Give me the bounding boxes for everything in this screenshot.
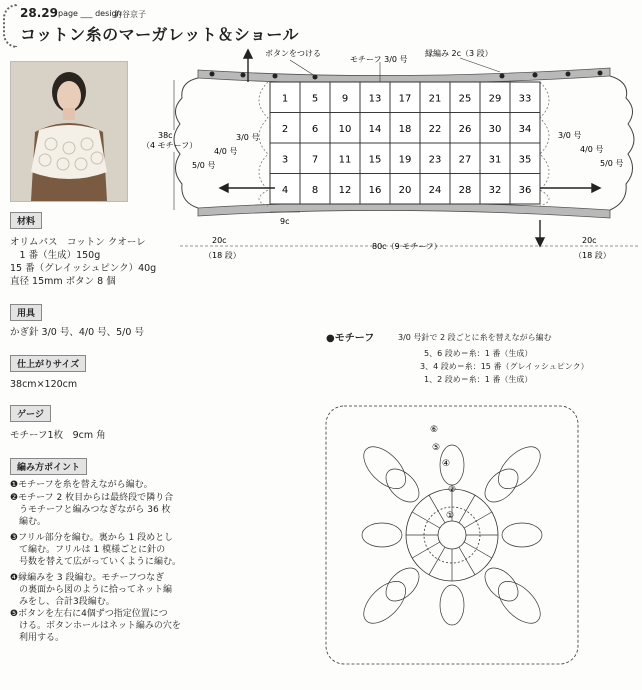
model-illustration [11, 62, 127, 201]
motif-cell-number: 28 [458, 184, 472, 196]
motif-instruction: 3/0 号針で 2 段ごとに糸を替えながら編む [398, 333, 552, 342]
button-dot [566, 72, 571, 77]
motif-label: ●モチーフ [326, 333, 375, 344]
motif-cell-number: 25 [458, 93, 472, 105]
size-label: 仕上がりサイズ [10, 355, 86, 372]
motif-cell-number: 1 [281, 93, 289, 105]
materials-line: 1 番（生成）150g [10, 250, 101, 261]
motif-row-note: 3、4 段め＝糸：15 番（グレイッシュピンク） [420, 362, 589, 371]
motif-cell-number: 5 [311, 93, 319, 105]
right-hook-3: 3/0 号 [558, 131, 582, 140]
motif-cell-number: 31 [488, 154, 502, 166]
motif-spoke [459, 547, 475, 575]
left-hook-3: 3/0 号 [236, 133, 260, 142]
width-right-sub: （18 段） [574, 251, 611, 260]
width-right-label: 20c [582, 236, 597, 245]
motif-cell-number: 11 [338, 154, 352, 166]
point-2: ❷モチーフ 2 枚目からは最終段で隣り合 うモチーフと編みつなぎながら 36 枚 編む。 [10, 493, 174, 527]
motif-petal [380, 562, 425, 607]
arrowhead [220, 184, 228, 192]
header-bracket [3, 4, 17, 48]
right-hook-4: 4/0 号 [580, 145, 604, 154]
motif-cell-number: 18 [398, 123, 412, 135]
motif-hook-label: モチーフ 3/0 号 [350, 55, 408, 64]
motif-cell-number: 20 [398, 184, 412, 196]
motif-corner-fan [356, 439, 413, 496]
motif-corner-fan [491, 439, 548, 496]
motif-cell-number: 27 [458, 154, 472, 166]
motif-chart [320, 400, 584, 670]
point-5: ❺ボタンを左右に4個ずつ指定位置につ ける。ボタンホールはネット編みの穴を 利用する。 [10, 609, 181, 643]
gap-label: 9c [280, 217, 290, 226]
row-marker: ② [448, 485, 457, 495]
gauge-text: モチーフ1枚 9cm 角 [10, 430, 106, 441]
gauge-label: ゲージ [10, 405, 51, 422]
designer-name: 釣谷京子 [114, 10, 146, 19]
button-dot [598, 71, 603, 76]
button-dot [273, 74, 278, 79]
tools-text: かぎ針 3/0 号、4/0 号、5/0 号 [10, 327, 144, 338]
row-marker: ⑥ [430, 425, 439, 435]
left-hook-5: 5/0 号 [192, 161, 216, 170]
motif-spoke [412, 542, 440, 558]
tools-label: 用具 [10, 304, 42, 321]
motif-cell-number: 29 [488, 93, 502, 105]
motif-cell-number: 30 [488, 123, 502, 135]
motif-petal [380, 463, 425, 508]
materials-line: オリムパス コットン クオーレ [10, 237, 146, 248]
point-4: ❹縁編みを 3 段編む。モチーフつなぎ の裏面から図のように拾ってネット編 みをし、合計3段編む。 [10, 573, 173, 607]
motif-petal [479, 562, 524, 607]
point-1: ❶モチーフを糸を替えながら編む。 [10, 480, 153, 490]
motif-spoke [429, 495, 445, 523]
motif-cell-number: 34 [518, 123, 532, 135]
width-left-sub: （18 段） [204, 251, 241, 260]
right-hook-5: 5/0 号 [600, 159, 624, 168]
motif-cell-number: 17 [398, 93, 412, 105]
motif-row-note: 5、6 段め＝糸：1 番（生成） [424, 349, 533, 358]
motif-cell-number: 2 [281, 123, 289, 135]
page-title: コットン糸のマーガレット＆ショール [20, 25, 300, 44]
motif-cell-number: 8 [311, 184, 319, 196]
button-dot [533, 73, 538, 78]
top-edging-band [198, 68, 610, 84]
motif-corner-fan [491, 574, 548, 631]
motif-cell-number: 7 [311, 154, 319, 166]
motif-cell-number: 15 [368, 154, 382, 166]
model-photo [10, 61, 128, 202]
motif-cell-number: 24 [428, 184, 442, 196]
motif-cell-number: 13 [368, 93, 382, 105]
motif-petal [502, 523, 542, 547]
motif-cell-number: 9 [341, 93, 349, 105]
motif-cell-number: 26 [458, 123, 472, 135]
button-dot [500, 74, 505, 79]
motif-cell-number: 10 [338, 123, 352, 135]
shawl-diagram [140, 40, 640, 270]
motif-cell-number: 19 [398, 154, 412, 166]
points-label: 編み方ポイント [10, 458, 87, 475]
motif-petal [440, 585, 464, 625]
materials-label: 材料 [10, 212, 42, 229]
row-marker: ④ [442, 459, 451, 469]
left-hook-4: 4/0 号 [214, 147, 238, 156]
width-left-label: 20c [212, 236, 227, 245]
row-marker: ⑤ [432, 443, 441, 453]
motif-row-note: 1、2 段め＝糸：1 番（生成） [424, 375, 533, 384]
motif-cell-number: 22 [428, 123, 442, 135]
size-text: 38cm×120cm [10, 379, 78, 390]
right-frill-outline [610, 76, 634, 210]
bottom-edging-band [198, 202, 610, 218]
net-edging-label: 縁編み 2c（3 段） [425, 49, 493, 58]
motif-cell-number: 3 [281, 154, 289, 166]
arrowhead [536, 238, 544, 246]
motif-cell-number: 32 [488, 184, 502, 196]
materials-line: 15 番（グレイッシュピンク）40g [10, 263, 157, 274]
button-label: ボタンをつける [265, 49, 321, 58]
button-dot [241, 73, 246, 78]
motif-petal [479, 463, 524, 508]
materials-line: 直径 15mm ボタン 8 個 [10, 276, 116, 287]
motif-petals [356, 439, 547, 630]
motif-cell-number: 35 [518, 154, 532, 166]
row-marker: ① [446, 511, 455, 521]
motif-cell-number: 33 [518, 93, 532, 105]
page-number: 28.29 [20, 6, 58, 20]
point-3: ❸フリル部分を編む。裏から 1 段めとし て編む。フリルは 1 模様ごとに針の 号数を替えて広がっていくように編む。 [10, 533, 182, 567]
motif-cell-number: 12 [338, 184, 352, 196]
arrowhead [244, 50, 252, 58]
motif-petal [362, 523, 402, 547]
motif-cell-number: 23 [428, 154, 442, 166]
height-label: 38c [158, 131, 173, 140]
button-dot [210, 72, 215, 77]
motif-cell-number: 6 [311, 123, 319, 135]
motif-corner-fan [356, 574, 413, 631]
motif-cell-number: 14 [368, 123, 382, 135]
motif-cell-number: 16 [368, 184, 382, 196]
arrowhead [592, 184, 600, 192]
motif-cell-number: 4 [281, 184, 289, 196]
height-sub-label: （4 モチーフ） [142, 141, 198, 150]
motif-cell-number: 21 [428, 93, 442, 105]
motif-cell-number: 36 [518, 184, 532, 196]
button-dot [313, 75, 318, 80]
page-design-label: page ___ design [58, 9, 122, 18]
width-center-label: 80c（9 モチーフ） [372, 242, 442, 251]
